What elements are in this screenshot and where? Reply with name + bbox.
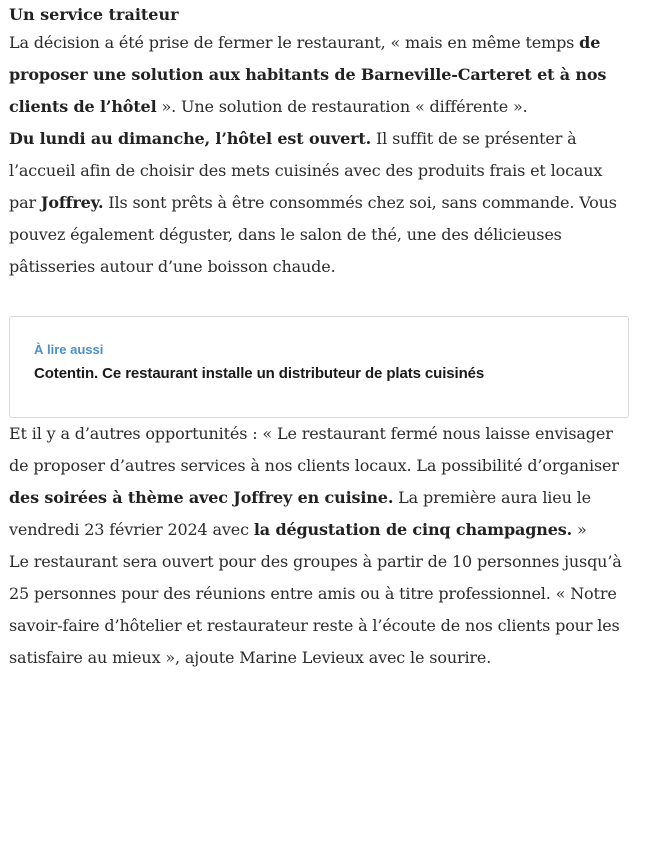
paragraph-text: La décision a été prise de fermer le restaurant, « mais en même temps xyxy=(9,33,580,52)
paragraph-text: ». Une solution de restauration « différente ». xyxy=(156,97,528,116)
paragraph-groups xyxy=(9,546,634,674)
paragraph-text: La première aura lieu le vendredi 23 février 2024 avec xyxy=(9,488,591,539)
paragraph-emphasis: des soirées à thème avec Joffrey en cuisine. xyxy=(9,488,394,507)
article-body xyxy=(9,0,634,674)
paragraph-emphasis: Joffrey. xyxy=(40,193,104,212)
paragraph-text: Il suffit de se présenter à l’accueil afin de choisir des mets cuisinés avec des produits frais et locaux par xyxy=(9,129,603,212)
read-also-kicker: À lire aussi xyxy=(34,342,104,357)
paragraph-text: Le restaurant sera ouvert pour des groupes à partir de 10 personnes jusqu’à 25 personnes pour des réunions entre amis ou à titre professionnel. « Notre savoir-faire d’hôtelier et restaurateur reste à l’écoute de nos clients pour les satisfaire au mieux », ajoute Marine Levieux avec le sourire. xyxy=(9,552,622,667)
paragraph-text: » xyxy=(572,520,587,539)
paragraph-text: Et il y a d’autres opportunités : « Le restaurant fermé nous laisse envisager de proposer d’autres services à nos clients locaux. La possibilité d’organiser xyxy=(9,424,619,475)
paragraph-opening-hours xyxy=(9,123,634,283)
paragraph-solution xyxy=(9,27,634,123)
paragraph-emphasis: la dégustation de cinq champagnes. xyxy=(253,520,573,539)
read-also-card[interactable] xyxy=(9,316,629,418)
paragraph-text: Ils sont prêts à être consommés chez soi, sans commande. Vous pouvez également déguster, dans le salon de thé, une des délicieuses pâtisseries autour d’une boisson chaude. xyxy=(9,193,617,276)
paragraph-emphasis: Du lundi au dimanche, l’hôtel est ouvert. xyxy=(9,129,372,148)
paragraph-opportunities xyxy=(9,418,634,546)
read-also-link[interactable]: Cotentin. Ce restaurant installe un distributeur de plats cuisinés xyxy=(34,365,485,382)
paragraph-emphasis: de proposer une solution aux habitants de Barneville-Carteret et à nos clients de l’hôtel xyxy=(9,33,607,116)
section-subheading: Un service traiteur xyxy=(9,5,179,24)
